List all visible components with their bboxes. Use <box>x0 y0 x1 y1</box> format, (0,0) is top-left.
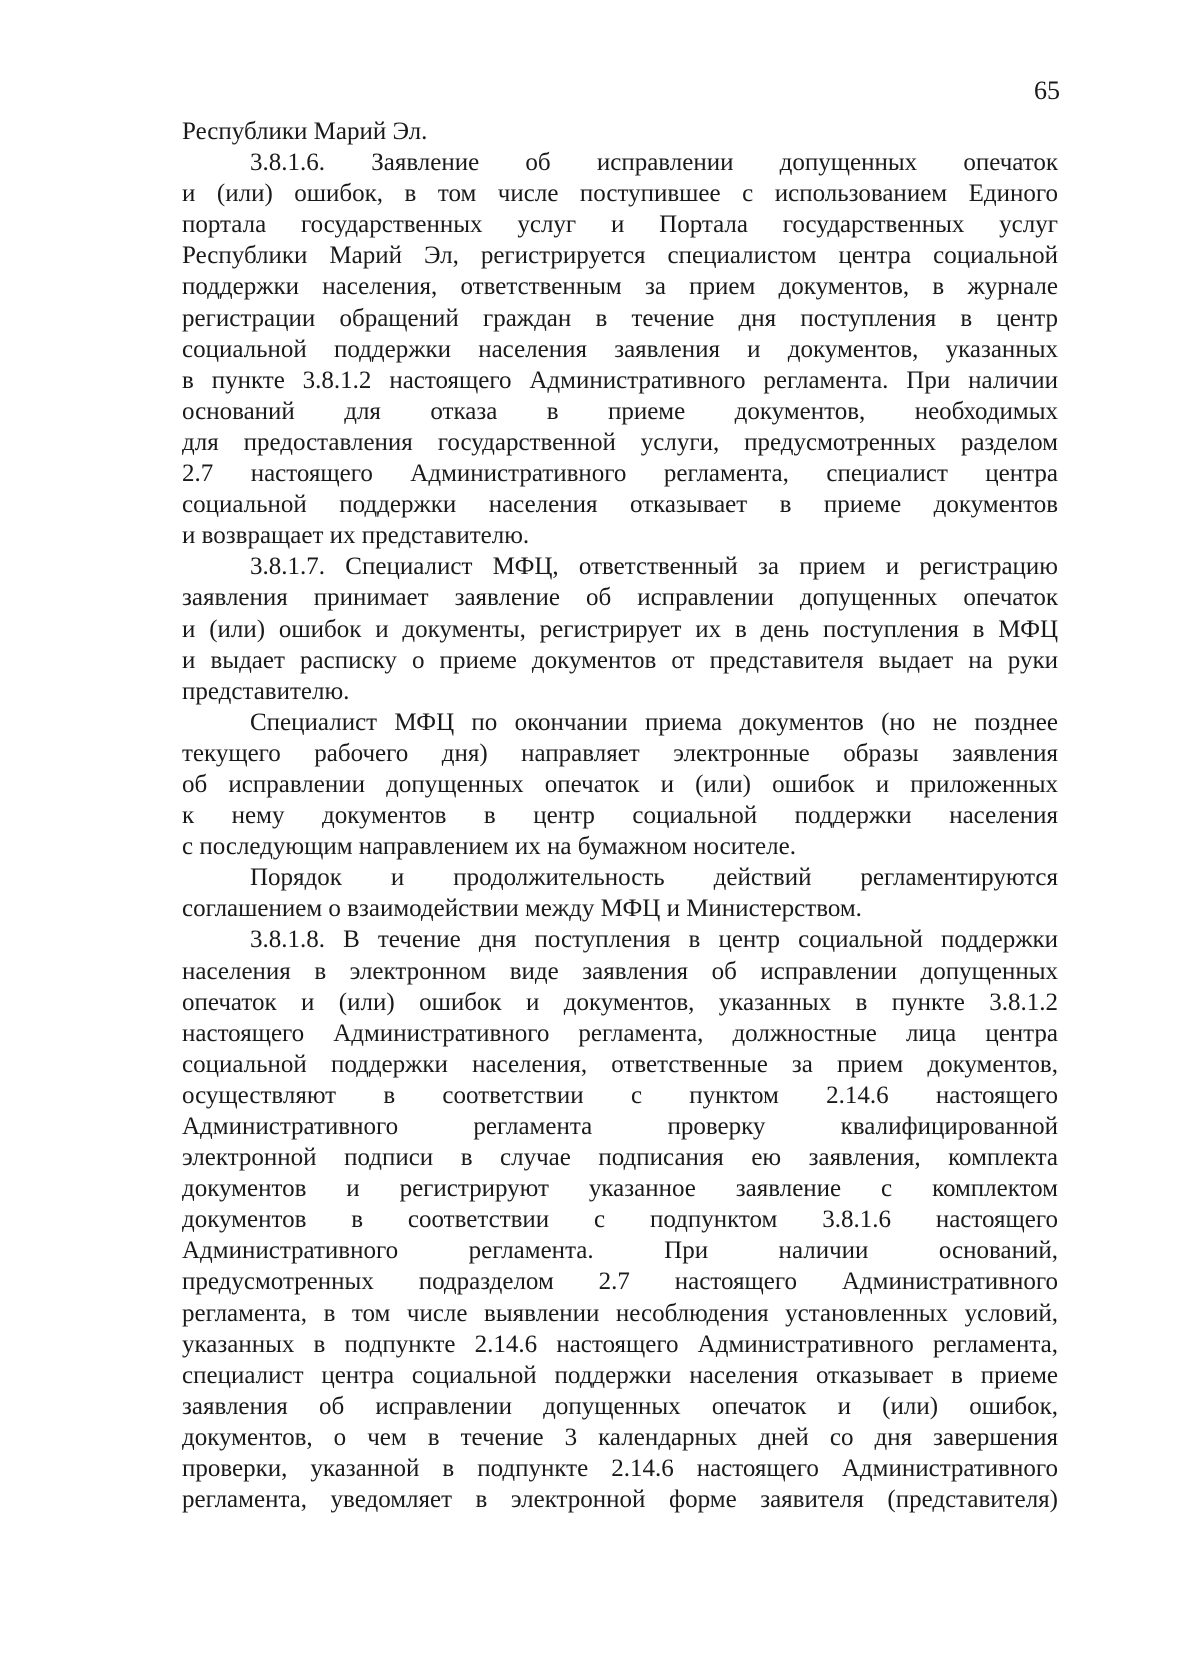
text-line: Порядок и продолжительность действий регламентируются <box>250 864 1058 892</box>
text-line: оснований для отказа в приеме документов, необходимых <box>182 397 1058 425</box>
text-line: специалист центра социальной поддержки населения отказывает в приеме <box>182 1361 1058 1389</box>
page-number: 65 <box>1034 76 1060 105</box>
text-line: об исправлении допущенных опечаток и (или) ошибок и приложенных <box>182 770 1058 798</box>
text-line: населения в электронном виде заявления об исправлении допущенных <box>182 957 1058 985</box>
text-line: текущего рабочего дня) направляет электронные образы заявления <box>182 739 1058 767</box>
text-line: портала государственных услуг и Портала государственных услуг <box>182 211 1058 239</box>
text-line: проверки, указанной в подпункте 2.14.6 настоящего Административного <box>182 1455 1058 1483</box>
text-line: заявления об исправлении допущенных опечаток и (или) ошибок, <box>182 1392 1058 1420</box>
text-line: 3.8.1.7. Специалист МФЦ, ответственный за прием и регистрацию <box>250 553 1058 581</box>
text-line: указанных в подпункте 2.14.6 настоящего Административного регламента, <box>182 1330 1058 1358</box>
text-line: опечаток и (или) ошибок и документов, указанных в пункте 3.8.1.2 <box>182 988 1058 1016</box>
text-line: предусмотренных подразделом 2.7 настоящего Административного <box>182 1268 1058 1296</box>
text-line: 2.7 настоящего Административного регламента, специалист центра <box>182 460 1058 488</box>
text-line: социальной поддержки населения, ответственные за прием документов, <box>182 1050 1058 1078</box>
text-line: документов в соответствии с подпунктом 3.8.1.6 настоящего <box>182 1206 1058 1234</box>
text-line: Республики Марий Эл. <box>182 118 428 145</box>
text-line: регламента, уведомляет в электронной форме заявителя (представителя) <box>182 1486 1058 1514</box>
text-line: документов, о чем в течение 3 календарных дней со дня завершения <box>182 1423 1058 1451</box>
text-line: и (или) ошибок и документы, регистрирует их в день поступления в МФЦ <box>182 615 1058 643</box>
text-line: 3.8.1.8. В течение дня поступления в центр социальной поддержки <box>250 926 1058 954</box>
text-line: электронной подписи в случае подписания ею заявления, комплекта <box>182 1144 1058 1172</box>
text-line: с последующим направлением их на бумажном носителе. <box>182 833 796 861</box>
text-line: заявления принимает заявление об исправлении допущенных опечаток <box>182 584 1058 612</box>
text-line: представителю. <box>182 677 350 705</box>
text-line: осуществляют в соответствии с пунктом 2.14.6 настоящего <box>182 1081 1058 1109</box>
text-line: в пункте 3.8.1.2 настоящего Административного регламента. При наличии <box>182 366 1058 394</box>
text-line: регламента, в том числе выявлении несоблюдения установленных условий, <box>182 1299 1058 1327</box>
body-text <box>182 116 1058 1515</box>
text-line: и (или) ошибок, в том числе поступившее с использованием Единого <box>182 180 1058 208</box>
text-line: настоящего Административного регламента, должностные лица центра <box>182 1019 1058 1047</box>
text-line: 3.8.1.6. Заявление об исправлении допущенных опечаток <box>250 149 1058 177</box>
text-line: к нему документов в центр социальной поддержки населения <box>182 802 1058 830</box>
text-line: социальной поддержки населения заявления и документов, указанных <box>182 335 1058 363</box>
text-line: документов и регистрируют указанное заявление с комплектом <box>182 1175 1058 1203</box>
text-line: регистрации обращений граждан в течение дня поступления в центр <box>182 304 1058 332</box>
text-line: соглашением о взаимодействии между МФЦ и Министерством. <box>182 895 862 923</box>
text-line: Административного регламента проверку квалифицированной <box>182 1113 1058 1140</box>
text-line: поддержки населения, ответственным за прием документов, в журнале <box>182 273 1058 301</box>
text-line: Специалист МФЦ по окончании приема документов (но не позднее <box>250 708 1058 736</box>
text-line: и возвращает их представителю. <box>182 522 530 550</box>
text-line: Республики Марий Эл, регистрируется специалистом центра социальной <box>182 242 1058 270</box>
text-line: и выдает расписку о приеме документов от представителя выдает на руки <box>182 646 1058 674</box>
text-line: для предоставления государственной услуги, предусмотренных разделом <box>182 428 1058 456</box>
text-line: социальной поддержки населения отказывает в приеме документов <box>182 491 1058 519</box>
text-line: Административного регламента. При наличии оснований, <box>182 1237 1058 1265</box>
